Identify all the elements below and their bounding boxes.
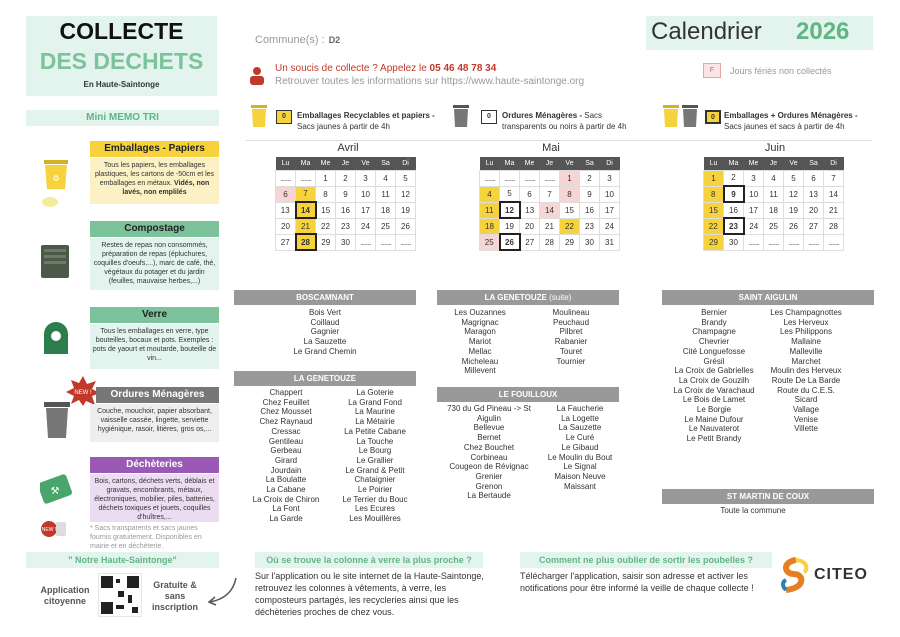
place-name: Grenon: [475, 481, 503, 491]
memo-title: Mini MEMO TRI: [26, 110, 219, 126]
day-cell: 11: [764, 186, 784, 202]
weekday-header: Ma: [296, 157, 316, 170]
haute-saintonge-logo: [778, 556, 814, 596]
empty-cell: [296, 170, 316, 186]
day-cell: 1: [704, 170, 724, 186]
day-cell: 20: [804, 202, 824, 218]
sector-saint-aigulin-list-2: [758, 308, 854, 434]
day-cell: 29: [316, 234, 336, 250]
yellow-bin-icon: [40, 156, 72, 212]
day-cell: 28: [540, 234, 560, 250]
day-cell: 14: [824, 186, 844, 202]
empty-cell: [540, 170, 560, 186]
sector-genetouze: LA GENETOUZE: [234, 371, 416, 386]
website[interactable]: Retrouver toutes les informations sur https://www.haute-saintonge.org: [275, 76, 585, 87]
empty-cell: [500, 170, 520, 186]
sector-st-martin: ST MARTIN DE COUX: [662, 489, 874, 504]
day-cell: 18: [376, 202, 396, 218]
place-name: Chez Raynaud: [259, 417, 313, 427]
place-name: Les Ecures: [354, 504, 396, 514]
empty-cell: [764, 234, 784, 250]
cat-om-title: Ordures Ménagères: [96, 387, 219, 403]
day-cell: 3: [744, 170, 764, 186]
day-cell: 9: [336, 186, 356, 202]
day-cell: 22: [560, 218, 580, 234]
day-cell: 10: [744, 186, 764, 202]
weekday-header: Me: [744, 157, 764, 170]
svg-text:NEW !: NEW !: [74, 390, 92, 396]
place-name: Le Bourg: [358, 446, 392, 456]
day-cell: 8: [560, 186, 580, 202]
day-cell: 9: [724, 186, 744, 202]
composter-icon: [38, 243, 72, 281]
day-cell: 26: [500, 234, 520, 250]
title-line1: COLLECTE: [59, 18, 184, 44]
cat-verre-text: Tous les emballages en verre, type bouteilles, bocaux et pots. Exemples : pots de yaourt et moutarde, bouteille de vin...: [90, 324, 219, 369]
weekday-header: Je: [336, 157, 356, 170]
place-name: Gagnier: [310, 327, 340, 337]
legend-text-1: Emballages Recyclables et papiers - Sacs jaunes à partir de 4h: [297, 111, 435, 131]
q2-text: Télécharger l'application, saisir son adresse et activer les notifications pour être informé la veille de chaque collecte !: [520, 571, 754, 593]
place-name: Les Mouillères: [349, 514, 401, 524]
title-line2: DES DECHETS: [39, 48, 204, 74]
day-cell: 16: [336, 202, 356, 218]
sacs-note: * Sacs transparents et sacs jaunes fournis gratuitement. Disponibles en mairie et en déchèterie.: [90, 525, 202, 550]
cat-compost-text: Restes de repas non consommés, préparation de repas (épluchures, coquilles d'oeufs,...), marc de café, thé, végétaux du potager et du jardin (feuilles, mauvaise herbes,...): [90, 238, 219, 290]
place-name: La Croix de Chiron: [252, 494, 320, 504]
place-name: La Maurine: [354, 407, 396, 417]
day-cell: 6: [804, 170, 824, 186]
weekday-header: Sa: [376, 157, 396, 170]
free-label: Gratuite & sans inscription: [151, 580, 198, 612]
sector-fouilloux-list-1: [437, 404, 541, 501]
day-cell: 13: [804, 186, 824, 202]
place-name: Chataignier: [354, 475, 396, 485]
day-cell: 12: [784, 186, 804, 202]
place-name: Le Gibaud: [561, 442, 599, 452]
place-name: Bellevue: [473, 423, 505, 433]
place-name: Chez Bouchet: [463, 442, 515, 452]
place-name: Maissant: [563, 481, 596, 491]
weekday-header: Di: [824, 157, 844, 170]
day-cell: 16: [724, 202, 744, 218]
day-cell: 29: [560, 234, 580, 250]
place-name: Villette: [794, 424, 818, 434]
day-cell: 6: [520, 186, 540, 202]
empty-cell: [804, 234, 824, 250]
place-name: Gerbeau: [270, 446, 302, 456]
empty-cell: [480, 170, 500, 186]
place-name: Bernier: [701, 308, 727, 317]
day-cell: 26: [784, 218, 804, 234]
day-cell: 28: [296, 234, 316, 250]
place-name: La Petite Cabane: [344, 426, 406, 436]
empty-cell: [276, 170, 296, 186]
day-cell: 16: [580, 202, 600, 218]
place-name: Le Terrier du Bouc: [342, 494, 408, 504]
place-name: Pilbret: [559, 327, 583, 337]
weekday-header: Di: [600, 157, 620, 170]
new-badge-2: [40, 518, 70, 542]
place-name: Grésil: [703, 356, 725, 366]
place-name: Route du C.E.S.: [777, 385, 835, 395]
day-cell: 11: [480, 202, 500, 218]
place-name: Millevent: [464, 366, 496, 376]
day-cell: 25: [764, 218, 784, 234]
place-name: Maison Neuve: [554, 471, 606, 481]
sector-genetouze-list-2: [320, 388, 430, 524]
day-cell: 9: [580, 186, 600, 202]
place-name: Le Petit Brandy: [686, 434, 742, 444]
weekday-header: Di: [396, 157, 416, 170]
place-name: Mariot: [468, 337, 492, 347]
day-cell: 19: [396, 202, 416, 218]
legend-box-white: 0: [481, 110, 497, 124]
place-name: Bois Vert: [308, 308, 341, 317]
place-name: Touret: [559, 346, 583, 356]
sector-st-martin-list: [662, 506, 844, 516]
weekday-header: Ve: [356, 157, 376, 170]
day-cell: 6: [276, 186, 296, 202]
place-name: Cougeon de Révignac: [449, 462, 529, 472]
place-name: Champagne: [692, 327, 736, 337]
day-cell: 10: [356, 186, 376, 202]
cat-emballages-title: Emballages - Papiers: [90, 141, 219, 157]
calendar-juin: [703, 157, 844, 251]
ferie-label: Jours fériés non collectés: [730, 66, 832, 76]
day-cell: 14: [540, 202, 560, 218]
yellow-bin-icon-small: [250, 104, 268, 130]
day-cell: 26: [396, 218, 416, 234]
place-name: Tournier: [556, 356, 586, 366]
legend-text-2: Ordures Ménagères - Sacs transparents ou noirs à partir de 4h: [502, 111, 627, 131]
empty-cell: [520, 170, 540, 186]
weekday-header: Lu: [704, 157, 724, 170]
cat-compost-title: Compostage: [90, 221, 219, 237]
day-cell: 8: [704, 186, 724, 202]
place-name: Mellac: [468, 346, 492, 356]
place-name: Le Nauvaterot: [688, 424, 740, 434]
place-name: Moulineau: [552, 308, 590, 317]
app-label: Application citoyenne: [40, 585, 90, 606]
place-name: Peuchaud: [552, 317, 590, 327]
place-name: Chappert: [269, 388, 303, 397]
weekday-header: Me: [520, 157, 540, 170]
empty-cell: [356, 234, 376, 250]
place-name: Coillaud: [310, 317, 340, 327]
place-name: Cité Longuefosse: [682, 346, 746, 356]
place-name: La Croix de Varachaud: [673, 385, 755, 395]
place-name: La Garde: [269, 514, 303, 524]
ferie-box: F: [703, 63, 721, 78]
grey-bin-icon-small: [452, 104, 470, 130]
day-cell: 15: [560, 202, 580, 218]
place-name: Chez Feuillet: [262, 397, 310, 407]
day-cell: 23: [724, 218, 744, 234]
day-cell: 7: [296, 186, 316, 202]
place-name: Route De La Barde: [771, 375, 841, 385]
svg-text:NEW !: NEW !: [41, 527, 57, 533]
day-cell: 28: [824, 218, 844, 234]
day-cell: 2: [724, 170, 744, 186]
cat-om-text: Couche, mouchoir, papier absorbant, vaisselle cassée, lingette, serviette hygiénique, rasoir, litières, gros os,...: [90, 404, 219, 442]
place-name: Cressac: [271, 426, 301, 436]
place-name: Le Curé: [565, 433, 595, 443]
day-cell: 18: [480, 218, 500, 234]
place-name: Chez Mousset: [260, 407, 312, 417]
month-title-avril: Avril: [337, 142, 359, 154]
empty-cell: [744, 234, 764, 250]
place-name: Toute la commune: [720, 506, 786, 515]
place-name: Le Grallier: [356, 455, 394, 465]
sector-genetouze-suite: LA GENETOUZE (suite): [437, 290, 619, 305]
weekday-header: Je: [540, 157, 560, 170]
day-cell: 27: [276, 234, 296, 250]
q1-text: Sur l'application ou le site internet de la Haute-Saintonge, retrouvez les colonnes à vêtements, à verre, les composteurs partagés, les recycleries ainsi que les déchèteries proches de chez vous.: [255, 571, 484, 617]
place-name: La Sauzette: [303, 337, 347, 347]
weekday-header: Me: [316, 157, 336, 170]
subtitle: En Haute-Saintonge: [83, 80, 160, 89]
place-name: La Croix de Gouzilh: [678, 375, 750, 385]
empty-cell: [824, 234, 844, 250]
day-cell: 8: [316, 186, 336, 202]
place-name: Les Ouzannes: [454, 308, 506, 317]
place-name: Moulin des Herveux: [770, 366, 842, 376]
sector-genetouze-suite-list-2: [523, 308, 619, 366]
day-cell: 25: [480, 234, 500, 250]
day-cell: 17: [744, 202, 764, 218]
grey-bin-icon: [42, 400, 72, 442]
calendar-avril: [275, 157, 416, 251]
place-name: La Bertaude: [467, 491, 511, 501]
place-name: Micheleau: [461, 356, 499, 366]
day-cell: 23: [336, 218, 356, 234]
day-cell: 21: [296, 218, 316, 234]
place-name: Girard: [274, 455, 298, 465]
day-cell: 19: [784, 202, 804, 218]
place-name: La Font: [272, 504, 300, 514]
year: 2026: [796, 18, 850, 45]
place-name: 730 du Gd Pineau -> St: [447, 404, 531, 413]
place-name: La Métairie: [355, 417, 395, 427]
place-name: La Touche: [356, 436, 394, 446]
place-name: Chevrier: [698, 337, 730, 347]
divider: [246, 140, 872, 141]
day-cell: 17: [600, 202, 620, 218]
day-cell: 22: [316, 218, 336, 234]
sector-fouilloux-list-2: [532, 404, 628, 491]
day-cell: 21: [824, 202, 844, 218]
weekday-header: Lu: [480, 157, 500, 170]
day-cell: 1: [316, 170, 336, 186]
phone-icon: [248, 66, 266, 86]
month-title-mai: Mai: [542, 142, 560, 154]
weekday-header: Ma: [724, 157, 744, 170]
place-name: Gentileau: [268, 436, 304, 446]
day-cell: 4: [376, 170, 396, 186]
svg-text:♻: ♻: [52, 174, 60, 183]
weekday-header: Sa: [580, 157, 600, 170]
day-cell: 29: [704, 234, 724, 250]
calendar-label: Calendrier: [651, 18, 762, 45]
day-cell: 4: [764, 170, 784, 186]
place-name: La Boulatte: [265, 475, 307, 485]
day-cell: 13: [520, 202, 540, 218]
place-name: Brandy: [701, 317, 727, 327]
cat-verre-title: Verre: [90, 307, 219, 323]
day-cell: 5: [784, 170, 804, 186]
day-cell: 30: [336, 234, 356, 250]
place-name: Les Champagnottes: [770, 308, 842, 317]
place-name: La Faucherie: [556, 404, 604, 413]
day-cell: 5: [396, 170, 416, 186]
day-cell: 10: [600, 186, 620, 202]
dechetterie-icon: [40, 474, 74, 506]
commune: Commune(s) : D2: [255, 34, 341, 46]
place-name: Corbineau: [470, 452, 508, 462]
day-cell: 15: [704, 202, 724, 218]
day-cell: 20: [276, 218, 296, 234]
sector-boscamnant-list: [234, 308, 416, 357]
place-name: La Croix de Gabrielles: [674, 366, 754, 376]
q2-title: Comment ne plus oublier de sortir les poubelles ?: [520, 552, 772, 568]
place-name: Bernet: [477, 433, 501, 443]
place-name: Les Herveux: [783, 317, 829, 327]
day-cell: 2: [580, 170, 600, 186]
place-name: Magrignac: [461, 317, 499, 327]
day-cell: 24: [744, 218, 764, 234]
day-cell: 4: [480, 186, 500, 202]
empty-cell: [376, 234, 396, 250]
place-name: Le Signal: [563, 462, 597, 472]
qr-code-icon[interactable]: [98, 573, 142, 619]
day-cell: 2: [336, 170, 356, 186]
notre-haute-saintonge: " Notre Haute-Saintonge": [26, 552, 219, 568]
sector-genetouze-suite-list-1: [437, 308, 523, 376]
day-cell: 3: [600, 170, 620, 186]
weekday-header: Je: [764, 157, 784, 170]
cat-decheterie-title: Déchèteries: [90, 457, 219, 473]
day-cell: 23: [580, 218, 600, 234]
day-cell: 30: [580, 234, 600, 250]
legend-text-3: Emballages + Ordures Ménagères - Sacs jaunes et sacs à partir de 4h: [724, 111, 858, 131]
place-name: Le Borgie: [696, 405, 732, 415]
place-name: Malleville: [789, 346, 823, 356]
legend-box-yellow: 0: [276, 110, 292, 124]
day-cell: 20: [520, 218, 540, 234]
legend-box-both: 0: [705, 110, 721, 124]
day-cell: 24: [356, 218, 376, 234]
cat-decheterie-text: Bois, cartons, déchets verts, déblais et gravats, encombrants, métaux, électroniques, mobilier, piles, batteries, déchets toxiques et jouets, coquilles d'huîtres,...: [90, 474, 219, 522]
day-cell: 3: [356, 170, 376, 186]
both-bins-icon: [662, 104, 700, 130]
day-cell: 19: [500, 218, 520, 234]
arrow-icon: [206, 576, 240, 608]
month-title-juin: Juin: [764, 142, 786, 154]
place-name: Le Maine Dufour: [684, 414, 744, 424]
place-name: Mallaine: [791, 337, 821, 347]
weekday-header: Ma: [500, 157, 520, 170]
calendar-mai: [479, 157, 620, 251]
citeo-logo: CITEO: [814, 566, 868, 583]
day-cell: 15: [316, 202, 336, 218]
place-name: La Sauzette: [558, 423, 602, 433]
day-cell: 17: [356, 202, 376, 218]
phone-line: Un soucis de collecte ? Appelez le 05 46 48 78 34: [275, 63, 497, 74]
place-name: Venise: [793, 414, 819, 424]
place-name: Le Poirier: [357, 485, 393, 495]
place-name: Le Moulin du Bout: [547, 452, 613, 462]
place-name: Le Grand Chemin: [293, 346, 357, 356]
empty-cell: [784, 234, 804, 250]
place-name: La Goterie: [356, 388, 394, 397]
place-name: Les Philippons: [779, 327, 833, 337]
day-cell: 25: [376, 218, 396, 234]
day-cell: 11: [376, 186, 396, 202]
day-cell: 7: [824, 170, 844, 186]
day-cell: 14: [296, 202, 316, 218]
day-cell: 24: [600, 218, 620, 234]
place-name: Maragon: [464, 327, 496, 337]
q1-title: Où se trouve la colonne à verre la plus proche ?: [255, 552, 483, 568]
glass-container-icon: [40, 320, 72, 358]
day-cell: 22: [704, 218, 724, 234]
place-name: Aigulin: [476, 413, 501, 423]
place-name: La Cabane: [266, 485, 306, 495]
sector-saint-aigulin-list-1: [662, 308, 766, 444]
empty-cell: [396, 234, 416, 250]
weekday-header: Ve: [784, 157, 804, 170]
day-cell: 21: [540, 218, 560, 234]
place-name: Vallage: [792, 405, 820, 415]
day-cell: 5: [500, 186, 520, 202]
day-cell: 13: [276, 202, 296, 218]
place-name: Le Grand & Petit: [345, 465, 405, 475]
place-name: La Grand Fond: [348, 397, 402, 407]
day-cell: 7: [540, 186, 560, 202]
place-name: Sicard: [794, 395, 818, 405]
place-name: La Logette: [561, 413, 599, 423]
day-cell: 18: [764, 202, 784, 218]
sector-boscamnant: BOSCAMNANT: [234, 290, 416, 305]
day-cell: 12: [500, 202, 520, 218]
place-name: Grenier: [475, 471, 503, 481]
day-cell: 30: [724, 234, 744, 250]
weekday-header: Sa: [804, 157, 824, 170]
place-name: Jourdain: [270, 465, 302, 475]
cat-emballages-text: Tous les papiers, les emballages plastiques, les cartons de -50cm et les emballages en métaux. Vidés, non lavés, non emplilés: [90, 158, 219, 204]
place-name: Rabanier: [554, 337, 588, 347]
day-cell: 12: [396, 186, 416, 202]
day-cell: 1: [560, 170, 580, 186]
sector-fouilloux: LE FOUILLOUX: [437, 387, 619, 402]
sector-saint-aigulin: SAINT AIGULIN: [662, 290, 874, 305]
day-cell: 27: [520, 234, 540, 250]
svg-text:⚒: ⚒: [50, 486, 60, 497]
weekday-header: Lu: [276, 157, 296, 170]
place-name: Marchet: [791, 356, 821, 366]
place-name: Le Bois de Lamet: [682, 395, 746, 405]
weekday-header: Ve: [560, 157, 580, 170]
day-cell: 31: [600, 234, 620, 250]
day-cell: 27: [804, 218, 824, 234]
